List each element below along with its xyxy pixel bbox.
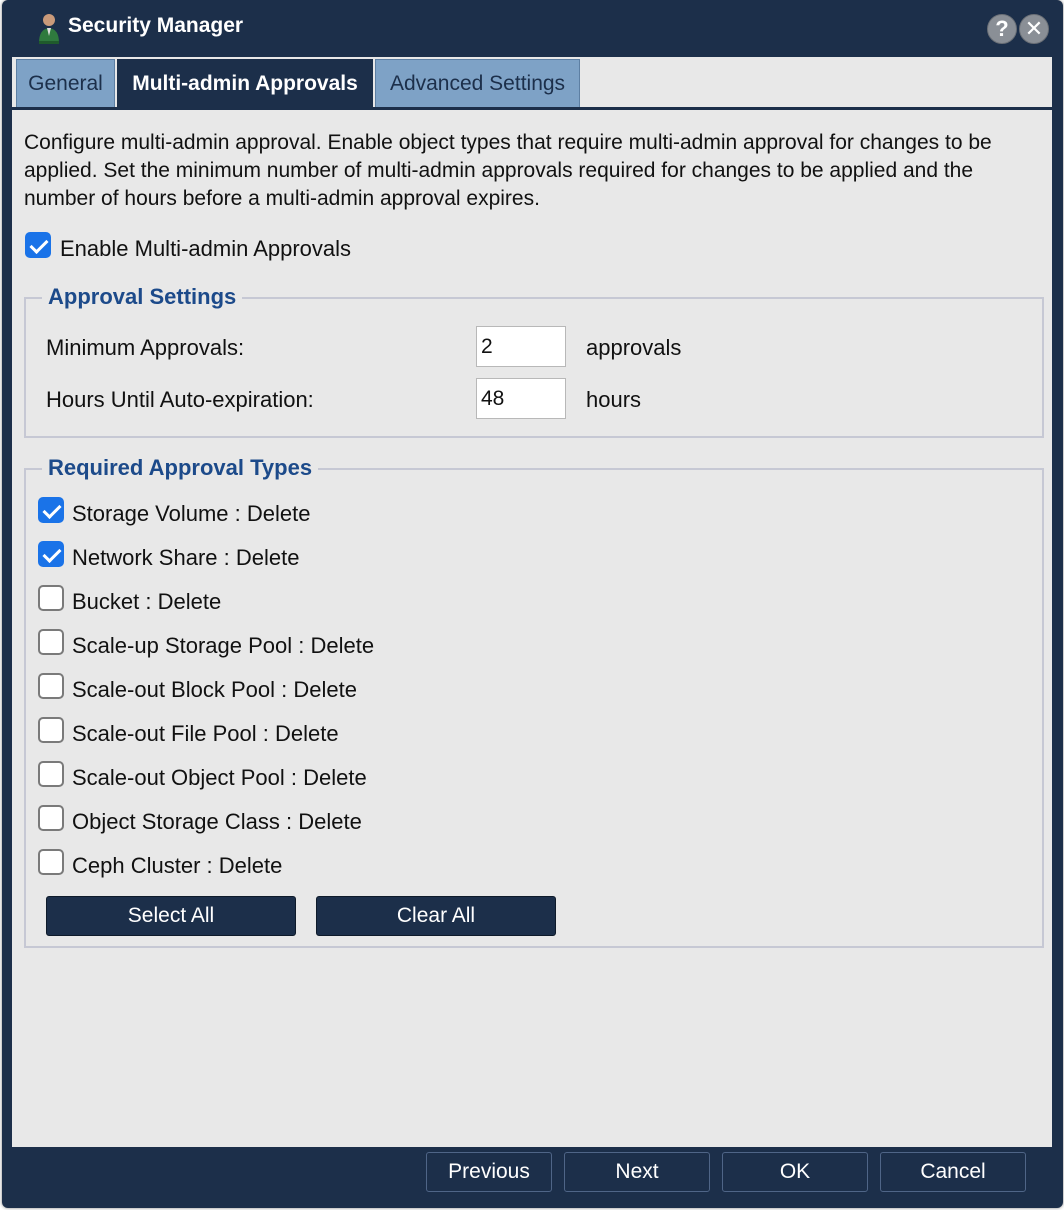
previous-button[interactable]: Previous: [426, 1152, 552, 1192]
tab-general[interactable]: General: [16, 59, 115, 107]
hours-expiration-input[interactable]: [476, 378, 566, 419]
help-icon[interactable]: ?: [987, 14, 1017, 44]
next-button[interactable]: Next: [564, 1152, 710, 1192]
min-approvals-input[interactable]: [476, 326, 566, 367]
tab-multi-admin-approvals[interactable]: Multi-admin Approvals: [117, 59, 373, 107]
type-checkbox-scale-out-file-pool[interactable]: [38, 717, 64, 743]
type-checkbox-object-storage-class[interactable]: [38, 805, 64, 831]
type-label-ceph-cluster: Ceph Cluster : Delete: [72, 853, 283, 878]
dialog-content: [12, 57, 1052, 1147]
dialog-title: Security Manager: [68, 14, 244, 37]
tab-strip: [12, 57, 1052, 110]
type-label-network-share: Network Share : Delete: [72, 545, 300, 570]
clear-all-button[interactable]: Clear All: [316, 896, 556, 936]
type-label-scale-out-object-pool: Scale-out Object Pool : Delete: [72, 765, 367, 790]
type-label-storage-volume: Storage Volume : Delete: [72, 501, 311, 526]
user-shield-icon: [36, 12, 62, 46]
required-types-legend: Required Approval Types: [42, 455, 318, 481]
type-label-scale-up-storage-pool: Scale-up Storage Pool : Delete: [72, 633, 375, 658]
enable-multi-admin-checkbox[interactable]: [25, 232, 51, 258]
tab-advanced-settings[interactable]: Advanced Settings: [375, 59, 580, 107]
close-icon[interactable]: ✕: [1019, 14, 1049, 44]
type-label-bucket: Bucket : Delete: [72, 589, 222, 614]
security-manager-dialog: [2, 0, 1063, 1208]
type-checkbox-ceph-cluster[interactable]: [38, 849, 64, 875]
min-approvals-label: Minimum Approvals:: [46, 335, 245, 360]
type-checkbox-scale-out-block-pool[interactable]: [38, 673, 64, 699]
type-checkbox-scale-up-storage-pool[interactable]: [38, 629, 64, 655]
title-bar[interactable]: [2, 0, 1063, 56]
type-checkbox-bucket[interactable]: [38, 585, 64, 611]
type-label-scale-out-file-pool: Scale-out File Pool : Delete: [72, 721, 339, 746]
approval-settings-group: [24, 284, 1044, 438]
type-label-object-storage-class: Object Storage Class : Delete: [72, 809, 362, 834]
approval-settings-legend: Approval Settings: [42, 284, 242, 310]
type-checkbox-storage-volume[interactable]: [38, 497, 64, 523]
description-text: Configure multi-admin approval. Enable object types that require multi-admin approval for changes to be applied. Set the minimum number of multi-admin approvals required for changes to be applied and the number of hours before a multi-admin approval expires.: [24, 131, 992, 210]
ok-button[interactable]: OK: [722, 1152, 868, 1192]
dialog-footer: [2, 1147, 1063, 1203]
hours-expiration-unit: hours: [586, 387, 642, 412]
type-label-scale-out-block-pool: Scale-out Block Pool : Delete: [72, 677, 357, 702]
min-approvals-unit: approvals: [586, 335, 682, 360]
cancel-button[interactable]: Cancel: [880, 1152, 1026, 1192]
hours-expiration-label: Hours Until Auto-expiration:: [46, 387, 314, 412]
type-checkbox-scale-out-object-pool[interactable]: [38, 761, 64, 787]
type-checkbox-network-share[interactable]: [38, 541, 64, 567]
required-approval-types-group: [24, 455, 1044, 948]
enable-multi-admin-label: Enable Multi-admin Approvals: [60, 236, 352, 261]
select-all-button[interactable]: Select All: [46, 896, 296, 936]
